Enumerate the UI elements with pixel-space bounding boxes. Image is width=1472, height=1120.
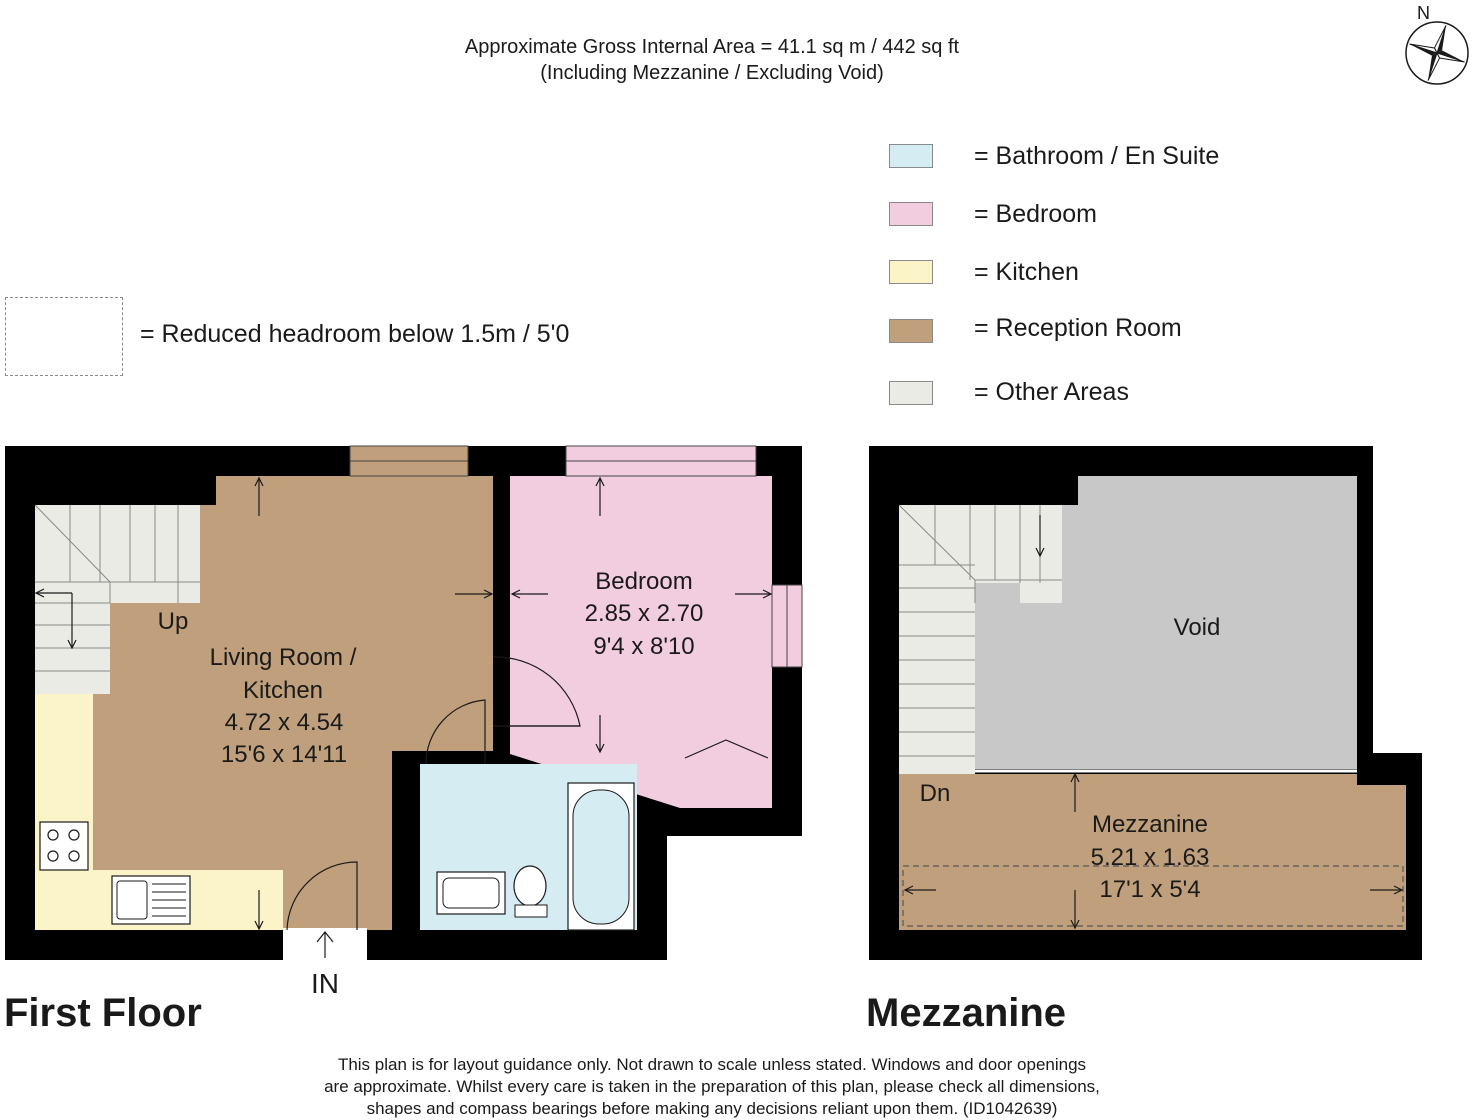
- bedroom-metric: 2.85 x 2.70: [584, 600, 704, 627]
- entrance-label: IN: [311, 968, 339, 999]
- disclaimer-line-3: shapes and compass bearings before making any decisions reliant upon them. (ID1042639): [366, 1099, 1058, 1118]
- living-room-name-line2: Kitchen: [242, 677, 324, 704]
- legend-swatch-bathroom: [889, 144, 933, 168]
- legend-swatch-bedroom: [889, 202, 933, 226]
- legend-swatch-other: [889, 381, 933, 405]
- living-room-name-line1: Living Room /: [209, 644, 357, 671]
- legend-swatch-reception: [889, 319, 933, 343]
- disclaimer-line-1: This plan is for layout guidance only. Not drawn to scale unless stated. Windows and door openings: [337, 1055, 1087, 1074]
- area-heading: Approximate Gross Internal Area = 41.1 sq m / 442 sq ft: [464, 36, 960, 58]
- mezzanine-title: Mezzanine: [866, 991, 1067, 1035]
- mezzanine-room-metric: 5.21 x 1.63: [1090, 844, 1210, 871]
- first-floor-title: First Floor: [4, 991, 202, 1035]
- area-note: (Including Mezzanine / Excluding Void): [540, 62, 884, 84]
- compass-icon: [1396, 0, 1472, 90]
- stairs-up-label: Up: [157, 608, 189, 635]
- bedroom-name: Bedroom: [595, 568, 693, 595]
- legend-label-headroom: = Reduced headroom below 1.5m / 5'0: [140, 320, 570, 348]
- living-room-metric: 4.72 x 4.54: [224, 709, 344, 736]
- bedroom-wardrobe: [680, 752, 772, 808]
- stairs-down-label: Dn: [919, 780, 951, 807]
- legend-label-reception: = Reception Room: [974, 314, 1182, 342]
- first-floor-plan: [0, 440, 810, 1000]
- void-label: Void: [1173, 614, 1221, 641]
- disclaimer-line-2: are approximate. Whilst every care is taken in the preparation of this plan, please check all dimensions,: [324, 1077, 1100, 1096]
- mezzanine-room-imperial: 17'1 x 5'4: [1099, 876, 1201, 903]
- mezzanine-room-name: Mezzanine: [1091, 811, 1209, 838]
- legend-label-kitchen: = Kitchen: [974, 258, 1079, 286]
- living-room-imperial: 15'6 x 14'11: [220, 741, 348, 768]
- legend-headroom-swatch: [5, 297, 123, 376]
- bedroom-imperial: 9'4 x 8'10: [593, 633, 695, 660]
- legend-swatch-kitchen: [889, 260, 933, 284]
- legend-label-bathroom: = Bathroom / En Suite: [974, 142, 1220, 170]
- compass-north-label: N: [1417, 3, 1430, 23]
- mezzanine-plan: [860, 440, 1430, 970]
- legend-label-other: = Other Areas: [974, 378, 1129, 406]
- legend-label-bedroom: = Bedroom: [974, 200, 1097, 228]
